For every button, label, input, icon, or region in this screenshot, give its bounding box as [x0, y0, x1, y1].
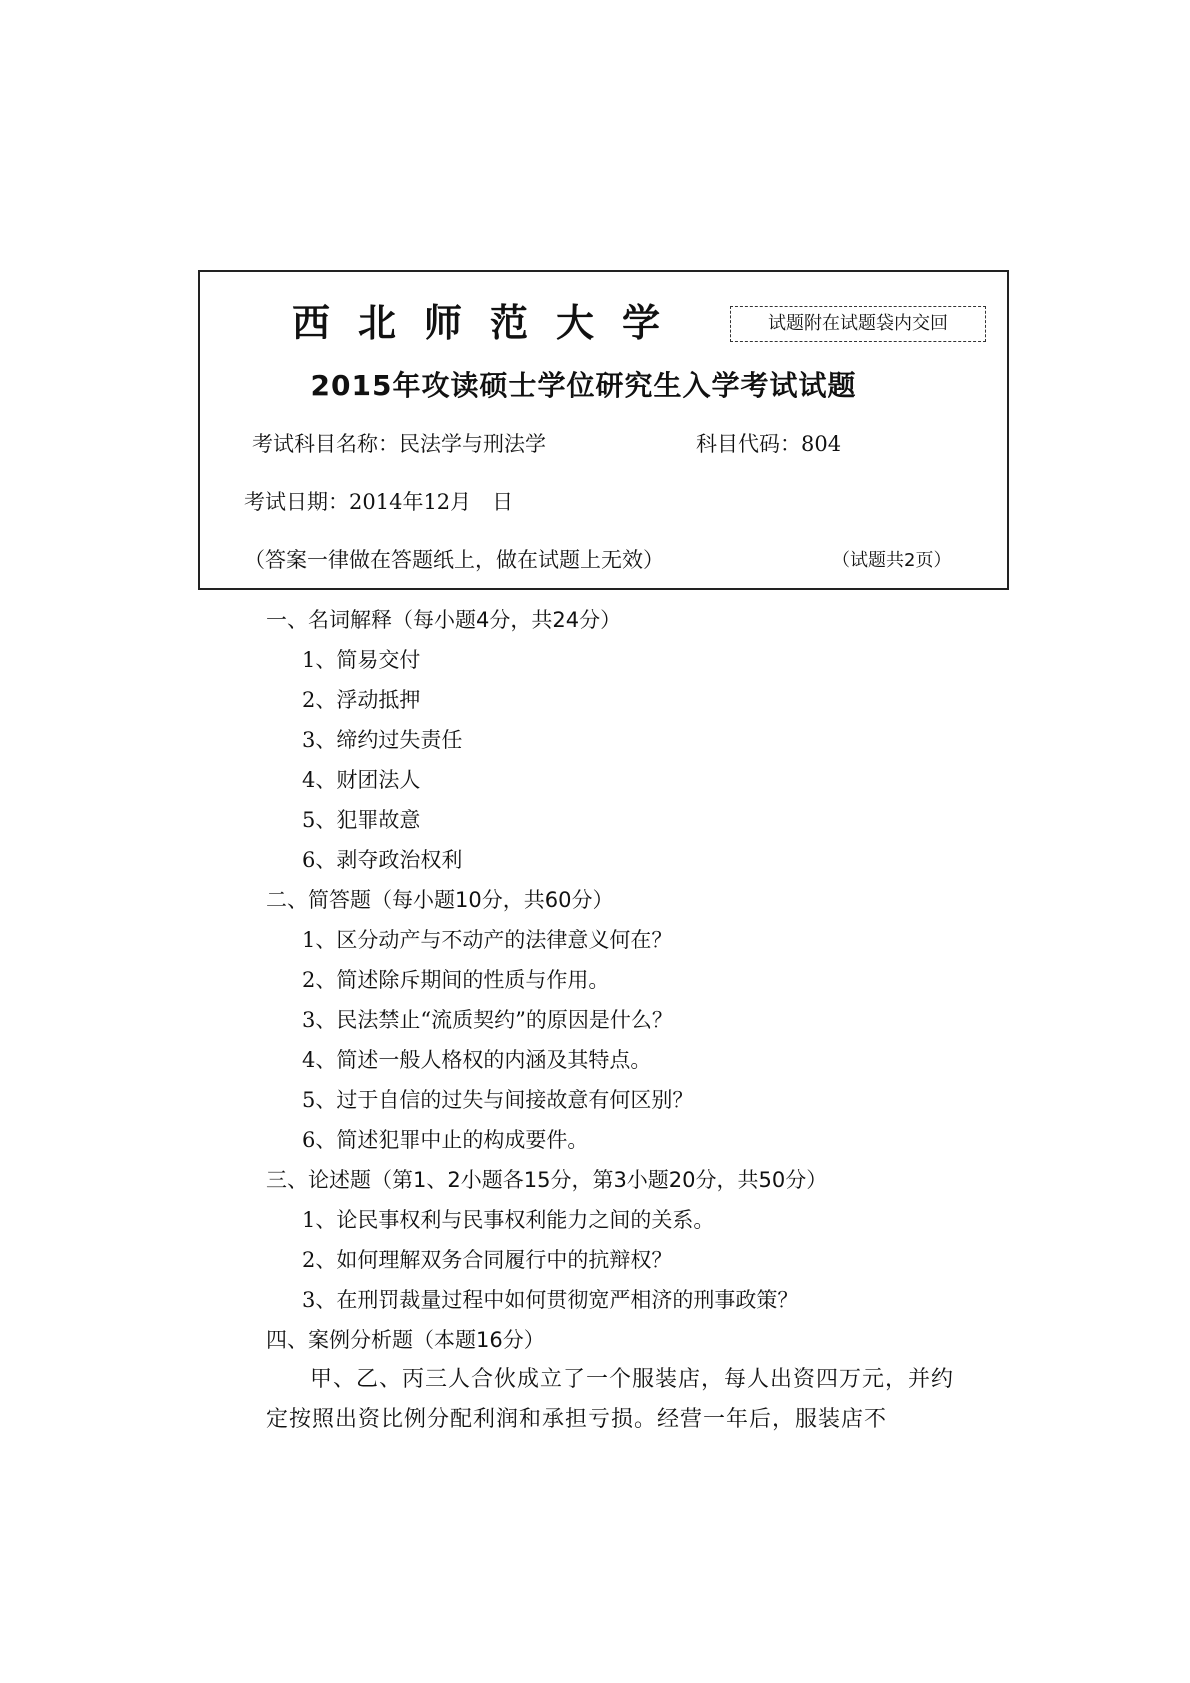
question-item: 1、论民事权利与民事权利能力之间的关系。 — [302, 1208, 715, 1232]
question-item: 3、在刑罚裁量过程中如何贯彻宽严相济的刑事政策？ — [302, 1288, 799, 1312]
question-item: 4、简述一般人格权的内涵及其特点。 — [302, 1048, 652, 1072]
question-item: 1、简易交付 — [302, 648, 421, 672]
section-heading: 四、案例分析题（本题16分） — [266, 1328, 545, 1352]
university-name: 西北师范大学 — [292, 301, 689, 345]
question-item: 6、简述犯罪中止的构成要件。 — [302, 1128, 589, 1152]
case-text: 甲、乙、丙三人合伙成立了一个服装店，每人出资四万元，并约定按照出资比例分配利润和承担亏损。经营一年后，服装店不 — [266, 1367, 955, 1432]
return-note: 试题附在试题袋内交回 — [730, 306, 986, 342]
question-item: 5、犯罪故意 — [302, 808, 421, 832]
question-list — [266, 640, 956, 880]
section-heading: 三、论述题（第1、2小题各15分，第3小题20分，共50分） — [266, 1168, 828, 1192]
question-item: 3、缔约过失责任 — [302, 728, 463, 752]
section-essay — [266, 1160, 956, 1320]
section-heading: 二、简答题（每小题10分，共60分） — [266, 888, 614, 912]
question-item: 2、浮动抵押 — [302, 688, 421, 712]
question-list — [266, 1200, 956, 1320]
question-item: 6、剥夺政治权利 — [302, 848, 463, 872]
exam-header-box — [198, 270, 1009, 590]
subject-name: 考试科目名称：民法学与刑法学 — [252, 432, 546, 456]
question-item: 3、民法禁止“流质契约”的原因是什么？ — [302, 1008, 673, 1032]
question-item: 1、区分动产与不动产的法律意义何在？ — [302, 928, 673, 952]
section-short-answer — [266, 880, 956, 1160]
question-list — [266, 920, 956, 1160]
section-definitions — [266, 600, 956, 880]
exam-content — [266, 600, 956, 1440]
question-item: 4、财团法人 — [302, 768, 421, 792]
exam-title: 2015年攻读硕士学位研究生入学考试试题 — [310, 369, 857, 402]
question-item: 2、简述除斥期间的性质与作用。 — [302, 968, 610, 992]
exam-date: 考试日期：2014年12月 日 — [244, 490, 514, 514]
answer-note: （答案一律做在答题纸上，做在试题上无效） — [244, 548, 664, 572]
page-count-note: （试题共2页） — [832, 550, 952, 571]
question-item: 5、过于自信的过失与间接故意有何区别？ — [302, 1088, 694, 1112]
question-item: 2、如何理解双务合同履行中的抗辩权？ — [302, 1248, 673, 1272]
subject-code: 科目代码：804 — [696, 432, 842, 456]
section-heading: 一、名词解释（每小题4分，共24分） — [266, 608, 622, 632]
section-case-analysis — [266, 1320, 956, 1440]
